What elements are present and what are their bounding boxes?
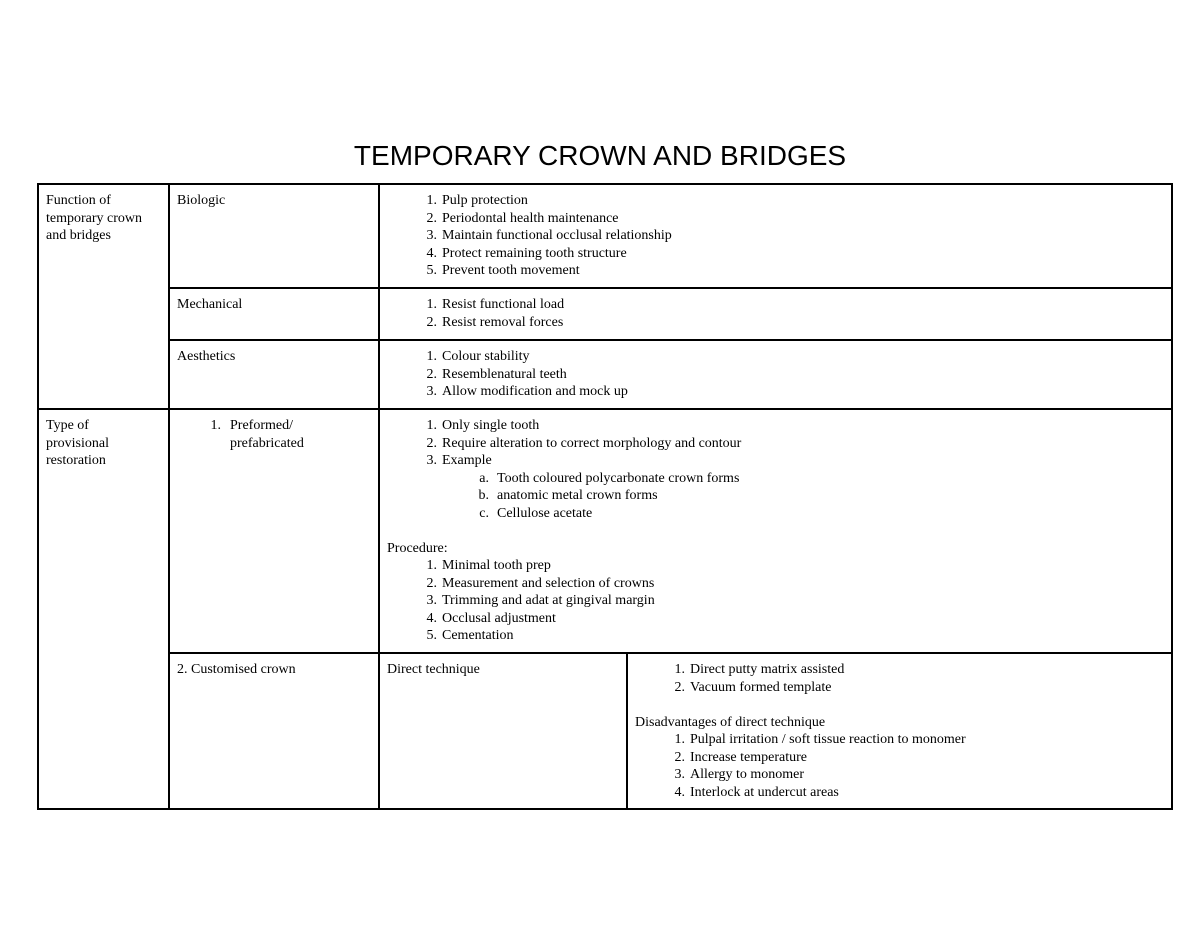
biologic-list: [380, 185, 1170, 280]
procedure-heading: Procedure:: [387, 540, 448, 556]
mechanical-label: Mechanical: [177, 297, 243, 312]
list-item: 2. Resemblenatural teeth: [426, 366, 567, 382]
list-item: 2. Resist removal forces: [426, 314, 564, 330]
list-item: 2. Require alteration to correct morphology and contour: [426, 435, 742, 451]
page-title: TEMPORARY CROWN AND BRIDGES: [353, 140, 847, 171]
list-item: 1. Minimal tooth prep: [426, 558, 551, 573]
preformed-details: [380, 410, 1170, 645]
label-line: Function of: [46, 193, 111, 208]
list-item: 1. Direct putty matrix assisted: [674, 662, 845, 677]
customised-label: 2. Customised crown: [177, 662, 296, 677]
list-item: 1. Preformed/: [210, 418, 293, 433]
direct-technique-details: [628, 654, 1170, 801]
list-item: 5. Cementation: [426, 628, 514, 643]
mechanical-list: [380, 289, 1170, 331]
preformed-label: [170, 410, 378, 452]
table-border-right: [1171, 183, 1173, 810]
label-line: provisional: [46, 435, 109, 451]
biologic-label: Biologic: [177, 193, 226, 208]
list-item: 1. Resist functional load: [426, 297, 565, 312]
list-item: 4. Protect remaining tooth structure: [426, 245, 627, 261]
function-section-label: [39, 185, 168, 245]
aesthetics-list: [380, 341, 1170, 401]
list-item: 3. Trimming and adat at gingival margin: [426, 593, 655, 608]
list-item: prefabricated: [230, 435, 304, 451]
list-item: 2. Measurement and selection of crowns: [426, 575, 655, 591]
direct-technique-label: Direct technique: [387, 662, 480, 677]
label-line: restoration: [46, 453, 106, 468]
disadvantages-heading: Disadvantages of direct technique: [635, 714, 826, 730]
list-item: 3. Maintain functional occlusal relationship: [426, 228, 672, 243]
list-item: 4. Interlock at undercut areas: [674, 784, 839, 800]
list-item: 3. Example: [426, 453, 492, 468]
label-line: temporary crown: [46, 210, 143, 226]
sub-list-item: b. anatomic metal crown forms: [478, 488, 658, 503]
list-item: 2. Periodontal health maintenance: [426, 210, 619, 226]
list-item: 2. Vacuum formed template: [674, 679, 832, 695]
list-item: 1. Pulp protection: [426, 193, 528, 208]
list-item: 2. Increase temperature: [674, 749, 807, 765]
list-item: 1. Only single tooth: [426, 418, 540, 433]
label-line: and bridges: [46, 228, 111, 243]
list-item: 3. Allergy to monomer: [674, 767, 805, 782]
list-item: 4. Occlusal adjustment: [426, 610, 556, 626]
sub-list-item: a. Tooth coloured polycarbonate crown forms: [479, 470, 740, 486]
list-item: 1. Colour stability: [426, 349, 530, 364]
aesthetics-label: Aesthetics: [177, 349, 236, 364]
table-border-left: [37, 183, 39, 810]
type-section-label: [39, 410, 168, 470]
label-line: Type of: [46, 418, 89, 433]
table-border-bottom: [37, 808, 1173, 810]
list-item: 3. Allow modification and mock up: [426, 384, 628, 399]
list-item: 5. Prevent tooth movement: [426, 263, 580, 278]
column-divider-1: [168, 183, 170, 810]
list-item: 1. Pulpal irritation / soft tissue reaction to monomer: [674, 732, 966, 747]
sub-list-item: c. Cellulose acetate: [479, 505, 593, 521]
